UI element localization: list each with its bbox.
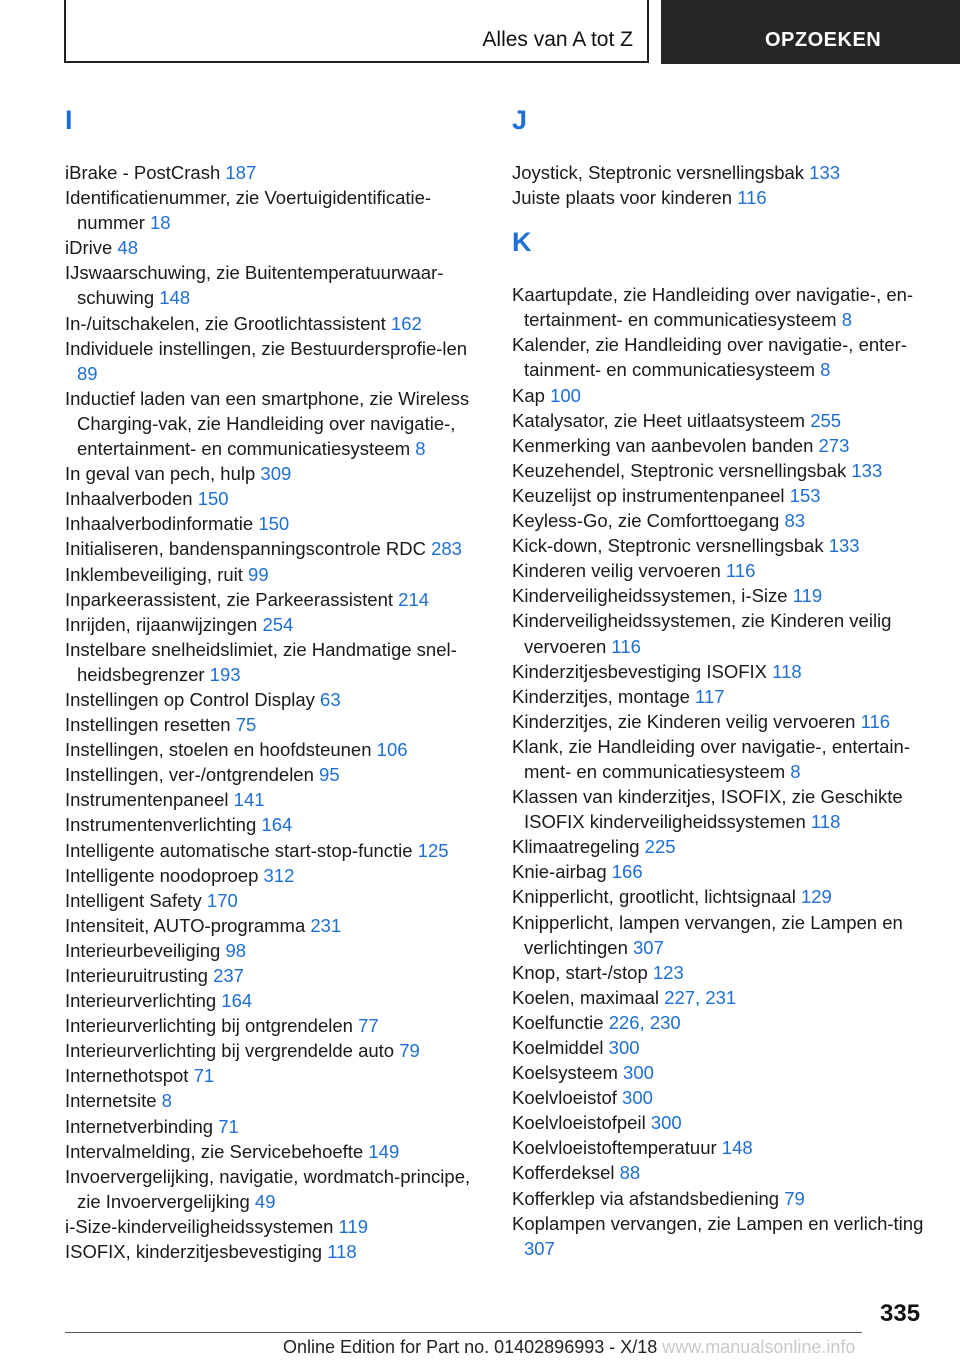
page-reference-link[interactable]: 141 <box>233 789 265 811</box>
entry-text: Instellingen, stoelen en hoofdsteunen <box>65 739 377 761</box>
page-reference-link[interactable]: 119 <box>338 1215 368 1237</box>
page-reference-link[interactable]: 8 <box>790 760 801 782</box>
entry-text: Inhaalverbodinformatie <box>65 513 259 535</box>
page-reference-link[interactable]: 8 <box>415 438 426 460</box>
page-reference-link[interactable]: 231 <box>310 914 342 936</box>
entry-text: Keuzelijst op instrumentenpaneel <box>512 484 790 506</box>
entry-text: Knie-airbag <box>512 861 612 883</box>
entry-text: Knop, start-/stop <box>512 961 653 983</box>
entry-text: Koelvloeistofpeil <box>512 1112 651 1134</box>
entry-text: Koelvloeistof <box>512 1087 623 1109</box>
entry-text: Katalysator, zie Heet uitlaatsysteem <box>512 409 811 431</box>
entry-text: Inductief laden van een smartphone, zie Wireless Charging-vak, zie Handleiding over navigatie-, entertainment- en communicatiesysteem <box>65 387 470 460</box>
index-entry <box>512 684 932 709</box>
page-reference-link[interactable]: 254 <box>262 613 294 635</box>
page-reference-link[interactable]: 83 <box>784 510 806 532</box>
entry-text: Inhaalverboden <box>65 488 198 510</box>
index-entry <box>512 1085 932 1110</box>
entry-text: Kalender, zie Handleiding over navigatie-, enter-tainment- en communicatiesysteem <box>512 334 907 381</box>
page-reference-link[interactable]: 149 <box>368 1140 400 1162</box>
footer-divider <box>65 1332 862 1333</box>
index-column-right <box>512 100 932 1261</box>
index-entry <box>512 458 932 483</box>
page-reference-link[interactable]: 125 <box>417 839 449 861</box>
entry-text: Instelbare snelheidslimiet, zie Handmatige snel-heidsbegrenzer <box>65 638 457 685</box>
entry-text: Knipperlicht, lampen vervangen, zie Lampen en verlichtingen <box>512 911 903 958</box>
index-entry <box>65 1038 485 1063</box>
entry-text: Klimaatregeling <box>512 836 645 858</box>
entry-text: iDrive <box>65 237 118 259</box>
entry-text: Kinderveiligheidssystemen, zie Kinderen veilig vervoeren <box>512 610 892 657</box>
section-letter-i: I <box>65 105 73 135</box>
page-reference-link[interactable]: 71 <box>218 1115 239 1137</box>
index-entry <box>512 1186 932 1211</box>
index-entry <box>65 562 485 587</box>
entry-text: Kinderen veilig vervoeren <box>512 560 726 582</box>
index-entry <box>512 659 932 684</box>
entry-text: Interieurverlichting bij vergrendelde auto <box>65 1040 400 1062</box>
page-reference-link[interactable]: 153 <box>789 484 821 506</box>
index-entry <box>512 1060 932 1085</box>
page-reference-link[interactable]: 8 <box>161 1090 172 1112</box>
entry-text: Koelvloeistoftemperatuur <box>512 1137 722 1159</box>
index-entry <box>512 910 932 960</box>
entry-text: Koelmiddel <box>512 1037 609 1058</box>
entry-text: Instellingen resetten <box>65 714 236 736</box>
entry-text: Kick-down, Steptronic versnellingsbak <box>512 535 829 557</box>
entry-text: Identificatienummer, zie Voertuigidentificatie-nummer <box>65 187 432 234</box>
footer <box>283 1337 855 1358</box>
entry-text: Kap <box>512 384 551 406</box>
index-entry <box>512 433 932 458</box>
index-entry <box>512 960 932 985</box>
entry-text: Klassen van kinderzitjes, ISOFIX, zie Geschikte ISOFIX kinderveiligheidssystemen <box>512 786 903 833</box>
page-reference-link[interactable]: 148 <box>721 1137 753 1159</box>
page-reference-link[interactable]: 75 <box>235 714 257 736</box>
page-reference-link[interactable]: 150 <box>258 513 290 535</box>
page-reference-link[interactable]: 98 <box>225 939 247 961</box>
entry-text: Initialiseren, bandenspanningscontrole RDC <box>65 538 432 560</box>
page-reference-link[interactable]: 162 <box>390 312 422 334</box>
page-reference-link[interactable]: 79 <box>784 1187 805 1209</box>
page-reference-link[interactable]: 133 <box>809 162 841 183</box>
entry-text: i-Size-kinderveiligheidssystemen <box>65 1215 339 1237</box>
entry-text: Interieurverlichting <box>65 990 222 1012</box>
index-list-i <box>65 160 485 1264</box>
index-entry <box>65 1013 485 1038</box>
page-reference-link[interactable]: 116 <box>725 560 756 582</box>
index-entry <box>65 536 485 561</box>
index-entry <box>65 386 485 461</box>
index-entry <box>512 408 932 433</box>
index-entry <box>512 583 932 608</box>
page-reference-link[interactable]: 100 <box>550 384 581 406</box>
index-entry <box>65 1214 485 1239</box>
entry-text: Keuzehendel, Steptronic versnellingsbak <box>512 459 852 481</box>
entry-text: Inklembeveiliging, ruit <box>65 563 249 585</box>
index-entry <box>65 1088 485 1113</box>
index-entry <box>512 332 932 382</box>
page-reference-link[interactable]: 118 <box>327 1241 357 1263</box>
entry-text: Koelsysteem <box>512 1062 624 1084</box>
index-entry <box>512 558 932 583</box>
index-entry <box>512 160 932 185</box>
page-number: 335 <box>880 1300 921 1327</box>
entry-text: Kinderveiligheidssystemen, i-Size <box>512 585 793 607</box>
page-reference-link[interactable]: 106 <box>376 739 408 761</box>
entry-text: Kinderzitjesbevestiging ISOFIX <box>512 660 773 682</box>
index-entry <box>512 1160 932 1185</box>
entry-text: Koelen, maximaal <box>512 986 665 1008</box>
entry-text: Kinderzitjes, montage <box>512 685 696 707</box>
entry-text: Knipperlicht, grootlicht, lichtsignaal <box>512 886 801 908</box>
page-reference-link[interactable]: 63 <box>320 688 341 710</box>
page-reference-link[interactable]: 8 <box>841 309 853 331</box>
page-reference-link[interactable]: 237 <box>213 965 244 986</box>
index-entry <box>65 762 485 787</box>
index-entry <box>512 834 932 859</box>
index-entry <box>65 838 485 863</box>
page-reference-link[interactable]: 150 <box>197 488 229 510</box>
entry-text: Klank, zie Handleiding over navigatie-, entertain-ment- en communicatiesysteem <box>512 735 910 782</box>
entry-text: Internetsite <box>65 1090 162 1112</box>
index-entry <box>65 863 485 888</box>
page-reference-link[interactable]: 88 <box>619 1162 641 1184</box>
search-icon <box>897 29 921 53</box>
page-reference-link[interactable]: 8 <box>820 359 831 381</box>
index-entry <box>512 185 932 210</box>
entry-text: Instrumentenverlichting <box>65 814 262 836</box>
page-reference-link[interactable]: 116 <box>737 187 767 209</box>
entry-text: Intelligent Safety <box>65 889 207 911</box>
page-reference-link[interactable]: 273 <box>818 434 850 456</box>
entry-text: Interieurbeveiliging <box>65 939 226 961</box>
index-entry <box>512 608 932 658</box>
index-entry <box>512 709 932 734</box>
index-entry <box>512 859 932 884</box>
index-entry <box>65 988 485 1013</box>
entry-text: Juiste plaats voor kinderen <box>512 187 738 209</box>
index-entry <box>512 1135 932 1160</box>
watermark-text: www.manualsonline.info <box>662 1337 856 1357</box>
index-entry <box>512 1211 932 1261</box>
index-entry <box>512 533 932 558</box>
page-reference-link[interactable]: 49 <box>254 1190 276 1212</box>
page-reference-link[interactable]: 148 <box>159 287 191 309</box>
entry-text: Intelligente automatische start-stop-functie <box>65 839 418 861</box>
index-entry <box>65 712 485 737</box>
index-entry <box>65 486 485 511</box>
page-reference-link[interactable]: 170 <box>206 889 238 911</box>
entry-text: In geval van pech, hulp <box>65 463 261 485</box>
entry-text: Keyless-Go, zie Comforttoegang <box>512 510 785 532</box>
index-entry <box>65 913 485 938</box>
page-reference-link[interactable]: 164 <box>221 990 253 1012</box>
index-entry <box>65 311 485 336</box>
index-entry <box>65 938 485 963</box>
entry-text: Internethotspot <box>65 1065 194 1087</box>
index-entry <box>512 784 932 834</box>
page-reference-link[interactable]: 307 <box>633 936 664 958</box>
entry-text: Inrijden, rijaanwijzingen <box>65 613 263 635</box>
entry-text: Interieurverlichting bij ontgrendelen <box>65 1015 359 1037</box>
entry-text: Interieuruitrusting <box>65 965 214 986</box>
index-entry <box>65 1164 485 1214</box>
search-label: OPZOEKEN <box>765 29 882 51</box>
index-entry <box>65 235 485 260</box>
page-reference-link[interactable]: 312 <box>263 864 295 886</box>
page-reference-link[interactable]: 187 <box>225 162 257 183</box>
entry-text: Intervalmelding, zie Servicebehoefte <box>65 1140 369 1162</box>
tab-alles-van-a-tot-z[interactable] <box>64 0 649 63</box>
entry-text: Kofferdeksel <box>512 1162 620 1184</box>
page-reference-link[interactable]: 226, 230 <box>608 1011 681 1033</box>
index-entry <box>512 508 932 533</box>
index-entry <box>65 1139 485 1164</box>
index-entry <box>65 1114 485 1139</box>
index-entry <box>65 160 485 185</box>
index-entry <box>512 483 932 508</box>
page-reference-link[interactable]: 129 <box>800 886 832 908</box>
index-entry <box>65 737 485 762</box>
index-entry <box>65 587 485 612</box>
index-entry <box>65 1239 485 1264</box>
index-entry <box>65 812 485 837</box>
index-entry <box>512 383 932 408</box>
index-entry <box>65 1063 485 1088</box>
page-reference-link[interactable]: 133 <box>851 459 883 481</box>
entry-text: Instellingen op Control Display <box>65 688 321 710</box>
entry-text: IJswaarschuwing, zie Buitentemperatuurwaar-schuwing <box>65 262 444 309</box>
index-entry <box>512 734 932 784</box>
entry-text: Kaartupdate, zie Handleiding over navigatie-, en-tertainment- en communicatiesysteem <box>512 284 914 331</box>
entry-text: Kofferklep via afstandsbediening <box>512 1187 785 1209</box>
page-reference-link[interactable]: 119 <box>792 585 823 607</box>
index-entry <box>65 185 485 235</box>
entry-text: iBrake - PostCrash <box>65 162 226 183</box>
index-entry <box>65 687 485 712</box>
tab-label: Alles van A tot Z <box>482 28 633 51</box>
entry-text: Individuele instellingen, zie Bestuurdersprofie-len <box>65 337 468 359</box>
page-reference-link[interactable]: 166 <box>611 861 643 883</box>
page-reference-link[interactable]: 307 <box>524 1237 555 1259</box>
page-reference-link[interactable]: 79 <box>399 1040 420 1062</box>
index-entry <box>65 637 485 687</box>
index-entry <box>512 884 932 909</box>
entry-text: Koplampen vervangen, zie Lampen en verlich-ting <box>512 1212 924 1234</box>
index-entry <box>65 963 485 988</box>
index-entry <box>512 985 932 1010</box>
page-reference-link[interactable]: 225 <box>644 836 676 858</box>
page-reference-link[interactable]: 89 <box>77 362 98 384</box>
page-reference-link[interactable]: 283 <box>431 538 462 560</box>
page-reference-link[interactable]: 118 <box>772 660 802 682</box>
entry-text: ISOFIX, kinderzitjesbevestiging <box>65 1241 328 1263</box>
page-reference-link[interactable]: 255 <box>810 409 842 431</box>
page-reference-link[interactable]: 116 <box>860 710 891 732</box>
index-entry <box>65 336 485 386</box>
index-entry <box>512 1035 932 1060</box>
entry-text: Instrumentenpaneel <box>65 789 234 811</box>
index-entry <box>65 461 485 486</box>
page-reference-link[interactable]: 118 <box>810 811 841 833</box>
page-reference-link[interactable]: 48 <box>117 237 138 259</box>
entry-text: Invoervergelijking, navigatie, wordmatch-principe, zie Invoervergelijking <box>65 1165 471 1212</box>
index-entry <box>512 1010 932 1035</box>
index-entry <box>65 888 485 913</box>
index-entry <box>512 282 932 332</box>
index-entry <box>65 260 485 310</box>
page-reference-link[interactable]: 227, 231 <box>664 986 737 1008</box>
entry-text: Koelfunctie <box>512 1011 609 1033</box>
entry-text: Intensiteit, AUTO-programma <box>65 914 311 936</box>
index-list-k <box>512 282 932 1261</box>
section-letter-j: J <box>512 105 528 135</box>
page-reference-link[interactable]: 300 <box>650 1112 682 1134</box>
section-letter-k: K <box>512 227 532 258</box>
page-reference-link[interactable]: 18 <box>150 212 171 234</box>
page-reference-link[interactable]: 300 <box>608 1037 640 1058</box>
entry-text: Inparkeerassistent, zie Parkeerassistent <box>65 588 399 610</box>
entry-text: In-/uitschakelen, zie Grootlichtassistent <box>65 312 391 334</box>
page-reference-link[interactable]: 309 <box>260 463 292 485</box>
page-reference-link[interactable]: 300 <box>622 1087 653 1109</box>
index-column-left <box>65 100 485 1264</box>
entry-text: Intelligente noodoproep <box>65 864 264 886</box>
page-reference-link[interactable]: 71 <box>193 1065 215 1087</box>
page-reference-link[interactable]: 123 <box>652 961 684 983</box>
page-reference-link[interactable]: 193 <box>209 663 241 685</box>
page-reference-link[interactable]: 214 <box>398 588 430 610</box>
index-entry <box>65 787 485 812</box>
page-reference-link[interactable]: 117 <box>695 685 725 707</box>
search-tab[interactable] <box>661 0 960 64</box>
index-entry <box>512 1110 932 1135</box>
entry-text: Kenmerking van aanbevolen banden <box>512 434 819 456</box>
index-list-j <box>512 160 932 210</box>
entry-text: Kinderzitjes, zie Kinderen veilig vervoeren <box>512 710 861 732</box>
index-entry <box>65 511 485 536</box>
page-reference-link[interactable]: 300 <box>623 1062 654 1084</box>
page-reference-link[interactable]: 77 <box>358 1015 379 1037</box>
entry-text: Joystick, Steptronic versnellingsbak <box>512 162 810 183</box>
edition-text: Online Edition for Part no. 01402896993 - X/18 <box>283 1337 658 1357</box>
page-reference-link[interactable]: 116 <box>611 635 641 657</box>
entry-text: Internetverbinding <box>65 1115 219 1137</box>
page-reference-link[interactable]: 99 <box>248 563 269 585</box>
page-reference-link[interactable]: 95 <box>319 764 340 786</box>
entry-text: Instellingen, ver-/ontgrendelen <box>65 764 320 786</box>
top-navigation <box>0 0 960 66</box>
page-reference-link[interactable]: 133 <box>828 535 860 557</box>
index-entry <box>65 612 485 637</box>
page-reference-link[interactable]: 164 <box>261 814 293 836</box>
